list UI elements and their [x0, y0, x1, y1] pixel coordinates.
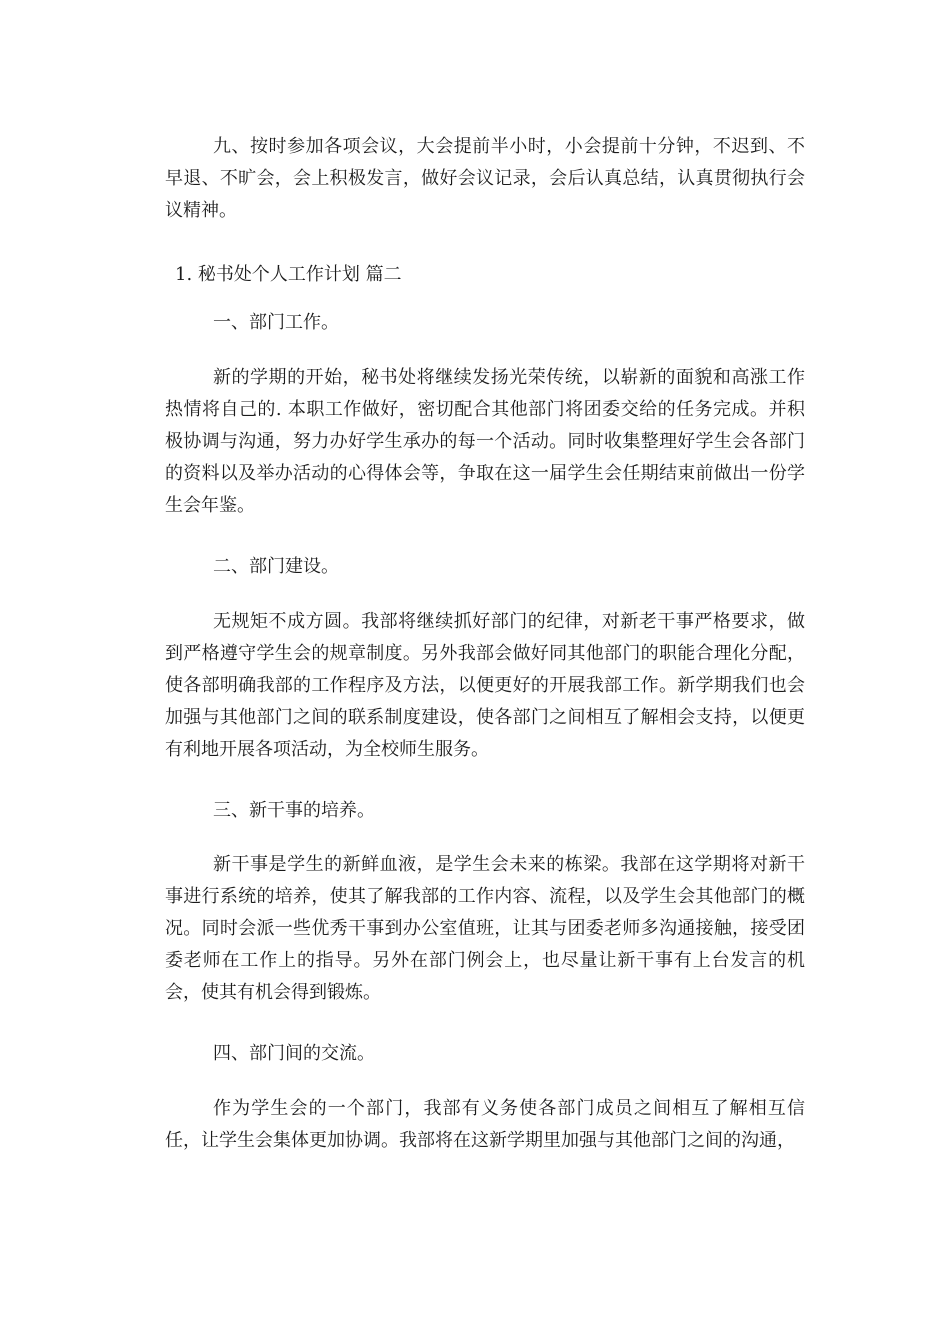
paragraph-item-9: 九、按时参加各项会议，大会提前半小时，小会提前十分钟，不迟到、不早退、不旷会，会上积极发言，做好会议记录，会后认真总结，认真贯彻执行会议精神。	[165, 136, 805, 221]
paragraph-department-work: 新的学期的开始，秘书处将继续发扬光荣传统，以崭新的面貌和高涨工作热情将自己的. 本职工作做好，密切配合其他部门将团委交给的任务完成。并积极协调与沟通，努力办好学生承办的每一个活动。同时收集整理好学生会各部门的资料以及举办活动的心得体会等，争取在这一届学生会任期结束前做出一份学生会年鉴。	[165, 367, 805, 516]
heading-new-staff-training: 三、新干事的培养。	[213, 800, 375, 821]
section-title: 1. 秘书处个人工作计划 篇二	[175, 264, 402, 285]
heading-inter-department-communication: 四、部门间的交流。	[213, 1043, 375, 1064]
paragraph-inter-department-communication: 作为学生会的一个部门，我部有义务使各部门成员之间相互了解相互信任，让学生会集体更加协调。我部将在这新学期里加强与其他部门之间的沟通，	[165, 1098, 805, 1151]
paragraph-new-staff-training: 新干事是学生的新鲜血液，是学生会未来的栋梁。我部在这学期将对新干事进行系统的培养，使其了解我部的工作内容、流程，以及学生会其他部门的概况。同时会派一些优秀干事到办公室值班，让其与团委老师多沟通接触，接受团委老师在工作上的指导。另外在部门例会上，也尽量让新干事有上台发言的机会，使其有机会得到锻炼。	[165, 854, 805, 1003]
heading-department-building: 二、部门建设。	[213, 556, 339, 577]
paragraph-department-building: 无规矩不成方圆。我部将继续抓好部门的纪律，对新老干事严格要求，做到严格遵守学生会的规章制度。另外我部会做好同其他部门的职能合理化分配，使各部明确我部的工作程序及方法，以便更好的开展我部工作。新学期我们也会加强与其他部门之间的联系制度建设，使各部门之间相互了解相会支持，以便更有利地开展各项活动，为全校师生服务。	[165, 611, 805, 760]
heading-department-work: 一、部门工作。	[213, 312, 339, 333]
